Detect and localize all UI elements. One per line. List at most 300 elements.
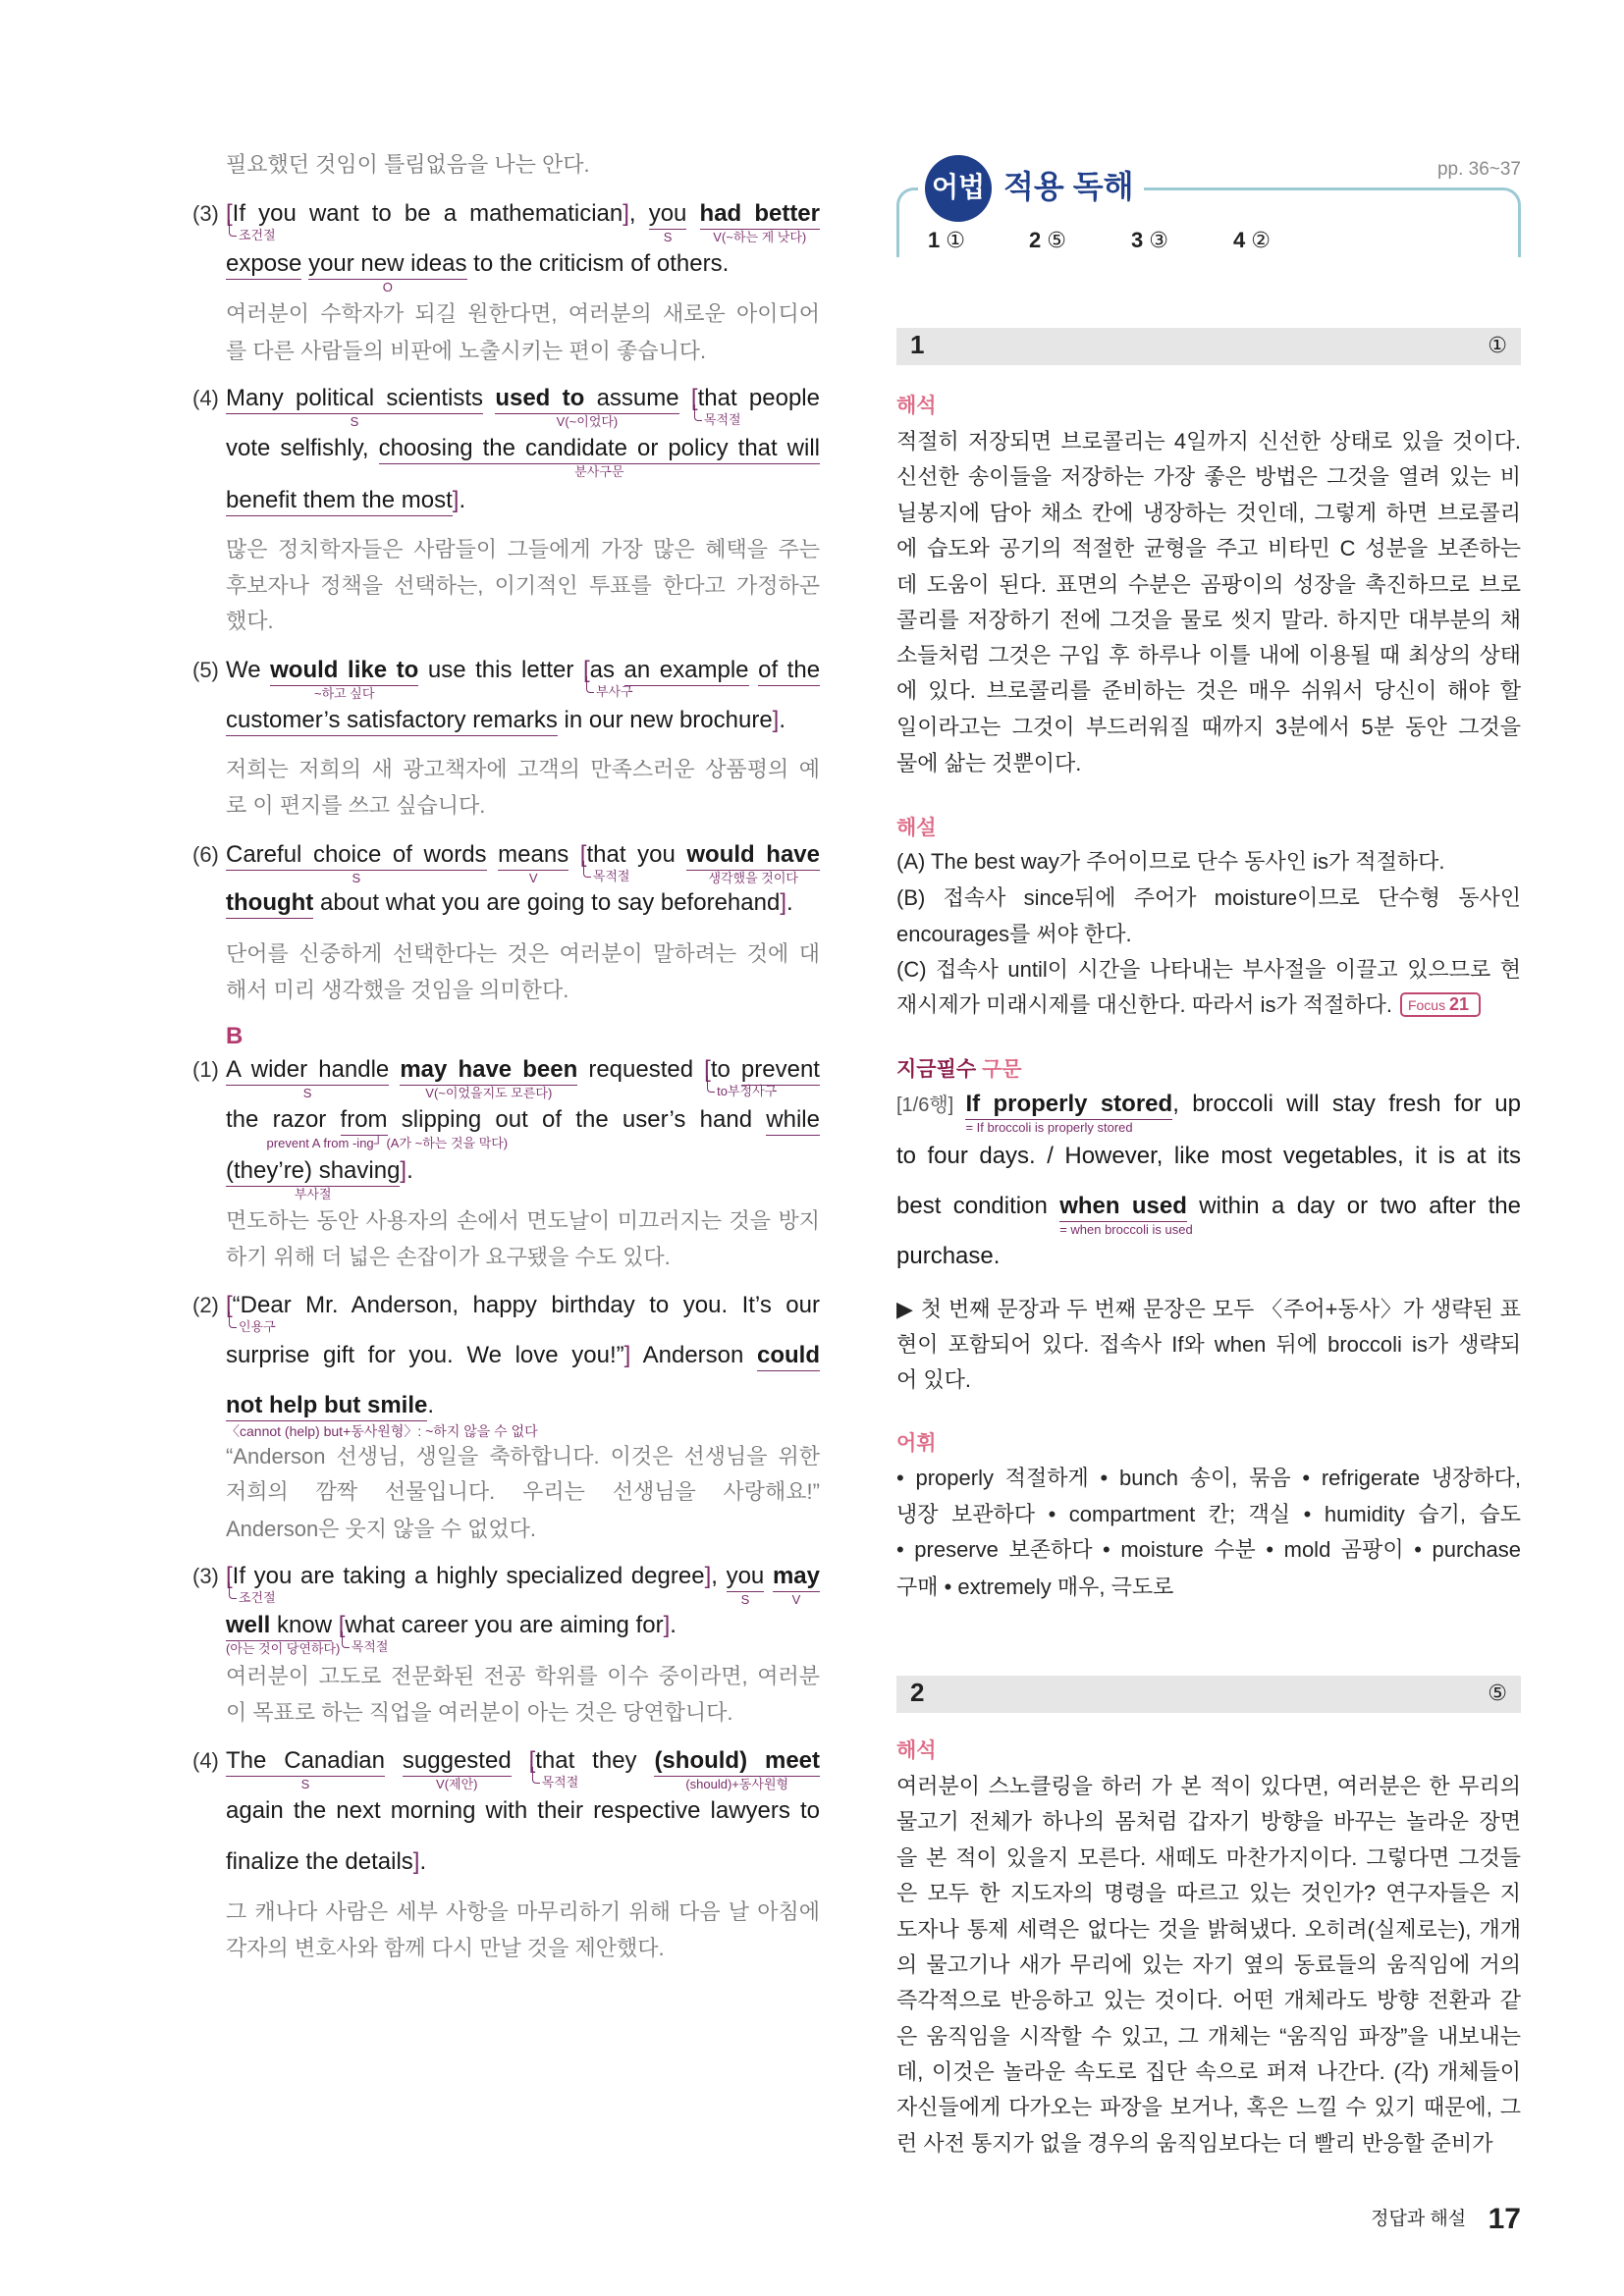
grammar-annotation: 생각했을 것이다 xyxy=(708,871,798,885)
answer-item xyxy=(928,226,965,255)
phrase-text: Many political scientists xyxy=(226,385,484,411)
phrase-text: ] xyxy=(704,1563,712,1589)
phrase-text: If properly stored xyxy=(965,1091,1173,1117)
phrase-text: [ xyxy=(338,1612,346,1638)
grammar-annotation: S xyxy=(302,1086,312,1100)
item-number: (4) xyxy=(192,1748,219,1773)
sentence-line xyxy=(896,1191,1521,1237)
phrase xyxy=(226,1848,413,1875)
phrase-text: [ xyxy=(528,1747,536,1774)
underlined-phrase xyxy=(766,1106,820,1136)
footer-label: 정답과 해설 xyxy=(1371,2209,1467,2229)
line-text: (C) 접속사 until이 시간을 나타내는 부사절을 이끌고 있으므로 현 xyxy=(896,957,1521,982)
phrase-text: know xyxy=(270,1612,333,1638)
line-text: 에 습도와 공기의 적절한 균형을 주고 비타민 C 성분을 보존하는 xyxy=(896,536,1521,561)
translation-line xyxy=(226,1896,820,1928)
line-text: 닐봉지에 담아 채소 칸에 냉장하는 것인데, 그렇게 하면 브로콜리 xyxy=(896,501,1521,525)
phrase xyxy=(698,385,820,411)
line-text: 저희는 저희의 새 광고책자에 고객의 만족스러운 상품평의 예 xyxy=(226,757,820,781)
translation-line xyxy=(226,1697,820,1729)
line-text: B xyxy=(226,1023,244,1049)
translation-line xyxy=(896,1842,1521,1874)
page-range: pp. 36~37 xyxy=(1436,159,1521,180)
translation-line xyxy=(226,1661,820,1692)
phrase-text: Anderson xyxy=(630,1342,757,1368)
underlined-phrase xyxy=(654,1747,820,1791)
clause-bracket xyxy=(704,1056,778,1098)
phrase-text: finalize the details xyxy=(226,1848,413,1875)
line-text: 면도하는 동안 사용자의 손에서 면도날이 미끄러지는 것을 방지 xyxy=(226,1208,820,1233)
phrase-text: your new ideas xyxy=(308,250,467,277)
answer-number: 1 xyxy=(928,228,941,252)
underlined-phrase xyxy=(226,707,558,736)
grammar-annotation: ~하고 싶다 xyxy=(313,686,375,701)
phrase-text: . xyxy=(406,1157,413,1184)
grammar-annotation: V xyxy=(791,1592,801,1607)
phrase-text xyxy=(332,1612,339,1638)
translation-line xyxy=(896,1771,1521,1802)
phrase-text xyxy=(568,841,580,868)
grammar-annotation: = If broccoli is properly stored xyxy=(965,1120,1133,1135)
answer-choice: ③ xyxy=(1149,228,1168,252)
phrase-text: choosing the candidate or policy that will xyxy=(378,435,820,461)
phrase-text: ] xyxy=(780,889,786,916)
grammar-annotation: 목적절 xyxy=(342,1639,389,1655)
phrase xyxy=(896,1143,1521,1169)
sentence-line xyxy=(226,1846,820,1878)
phrase-text: [ xyxy=(704,1056,711,1083)
phrase-text: [ xyxy=(690,385,698,411)
phrase xyxy=(896,1243,1000,1269)
sentence-line xyxy=(192,198,820,244)
translation-line xyxy=(896,2128,1521,2160)
underlined-phrase xyxy=(226,1157,401,1201)
translation-line xyxy=(896,1985,1521,2016)
answer-choice: ② xyxy=(1251,228,1271,252)
line-text: 어휘 xyxy=(896,1432,937,1455)
sentence-line xyxy=(226,705,820,736)
phrase-text: you xyxy=(648,200,687,227)
phrase xyxy=(427,1392,434,1418)
phrase-text: (they’re) shaving xyxy=(226,1157,401,1184)
translation-line xyxy=(896,712,1521,743)
phrase xyxy=(226,657,270,683)
phrase xyxy=(711,1056,741,1083)
answer-item xyxy=(1131,226,1168,255)
phrase-text: , xyxy=(711,1563,727,1589)
item-number: (5) xyxy=(192,658,219,682)
phrase-text: to the criticism of others. xyxy=(466,250,730,277)
phrase-text: had better xyxy=(699,200,820,227)
phrase-text: , broccoli will stay fresh for up xyxy=(1172,1091,1521,1117)
answer-choice: ① xyxy=(946,228,965,252)
phrase xyxy=(419,1848,426,1875)
translation-line xyxy=(896,919,1521,950)
phrase-text: Careful choice of words xyxy=(226,841,487,868)
grammar-annotation: S xyxy=(663,230,673,244)
line-text: 을 본 적이 있을지 모른다. 새떼도 마찬가지이다. 그렇다면 그것들 xyxy=(896,1845,1521,1870)
phrase xyxy=(233,1563,705,1589)
phrase-text: ] xyxy=(400,1157,407,1184)
phrase-text: . xyxy=(427,1392,435,1418)
underlined-phrase xyxy=(757,1342,820,1371)
translation-line xyxy=(226,938,820,970)
sentence-line xyxy=(192,1290,820,1334)
line-text: 은 모두 한 지도자의 명령을 따르고 있는 것인가? 연구자들은 지 xyxy=(896,1881,1521,1905)
phrase-text: (should) meet xyxy=(654,1747,820,1774)
phrase-text: may xyxy=(772,1563,820,1589)
sentence-line xyxy=(192,1745,820,1791)
line-text: 각자의 변호사와 함께 다시 만날 것을 제안했다. xyxy=(226,1936,665,1960)
grammar-annotation: 목적절 xyxy=(583,869,630,884)
grammar-annotation: 조건절 xyxy=(229,228,276,243)
translation-line xyxy=(226,1205,820,1237)
line-text: encourages를 써야 한다. xyxy=(896,922,1132,946)
subsection-label xyxy=(896,813,1521,844)
underlined-phrase xyxy=(495,385,679,429)
phrase-text: [ xyxy=(579,841,587,868)
phrase-text: again the next morning with their respective lawyers to xyxy=(226,1797,820,1824)
sentence-line xyxy=(896,1241,1521,1272)
phrase-text: [ xyxy=(226,1292,233,1318)
vocabulary-line xyxy=(896,1572,1521,1603)
phrase-text: slipping out of the user’s hand xyxy=(387,1106,767,1133)
phrase xyxy=(332,1612,339,1638)
phrase-text: in our new brochure xyxy=(557,707,773,733)
phrase xyxy=(226,1797,820,1824)
phrase xyxy=(467,250,730,277)
underlined-phrase xyxy=(226,487,453,516)
line-text: 즉각적으로 반응하고 있는 것이다. 어떤 개체라도 방향 전환과 같 xyxy=(896,1988,1521,2012)
phrase-text: benefit them the most xyxy=(226,487,453,513)
underlined-phrase xyxy=(226,1747,385,1791)
line-text: 해석 xyxy=(896,395,937,417)
line-text: • properly 적절하게 • bunch 송이, 묶음 • refrigerate 냉장하다, xyxy=(896,1466,1521,1490)
phrase-text: while xyxy=(766,1106,820,1133)
phrase-text: would like to xyxy=(270,657,419,683)
phrase xyxy=(590,657,624,683)
phrase-text: to xyxy=(710,1056,741,1083)
phrase xyxy=(388,1106,767,1133)
grammar-annotation: prevent A from -ing┘ (A가 ~하는 것을 막다) xyxy=(266,1136,509,1150)
phrase-text: when used xyxy=(1059,1193,1187,1219)
phrase-text: about what you are going to say beforehand xyxy=(313,889,781,916)
translation-line xyxy=(226,754,820,785)
line-text: 여러분이 수학자가 되길 원한다면, 여러분의 새로운 아이디어 xyxy=(226,301,820,326)
line-text: 여러분이 고도로 전문화된 전공 학위를 이수 중이라면, 여러분 xyxy=(226,1664,820,1688)
translation-line xyxy=(896,461,1521,493)
phrase-text: [ xyxy=(582,657,590,683)
underlined-phrase xyxy=(699,200,820,244)
phrase-text: . xyxy=(779,707,786,733)
translation-line xyxy=(896,2092,1521,2123)
grammar-annotation: 목적절 xyxy=(532,1775,579,1790)
phrase-text: ] xyxy=(412,1848,420,1875)
underlined-phrase xyxy=(226,1056,390,1100)
phrase-text: the razor xyxy=(226,1106,341,1133)
translation-line xyxy=(896,882,1521,914)
phrase xyxy=(749,657,759,683)
sentence-line xyxy=(226,1340,820,1371)
phrase-text: from xyxy=(340,1106,388,1133)
line-text: 물에 삶는 것뿐이다. xyxy=(896,751,1082,775)
item-number: (3) xyxy=(192,201,219,226)
phrase xyxy=(385,1747,403,1774)
phrase-text xyxy=(764,1563,773,1589)
bold-phrase: used to xyxy=(495,385,597,411)
line-text: 필요했던 것임이 틀림없음을 나는 안다. xyxy=(226,152,590,177)
underlined-phrase xyxy=(226,889,313,919)
translation-line xyxy=(896,748,1521,779)
phrase-text: ] xyxy=(623,200,629,227)
phrase xyxy=(586,841,686,868)
grammar-annotation: to부정사구 xyxy=(707,1084,777,1099)
page-number: 17 xyxy=(1488,2203,1521,2235)
line-text: 의 물고기나 새가 무리에 있는 자기 옆의 동료들의 움직임에 거의 xyxy=(896,1952,1521,1977)
line-text: 그 캐나다 사람은 세부 사항을 마무리하기 위해 다음 날 아침에 xyxy=(226,1899,820,1924)
phrase xyxy=(786,889,793,916)
phrase xyxy=(577,1056,704,1083)
underlined-phrase xyxy=(772,1563,820,1607)
translation-line xyxy=(896,1878,1521,1909)
grammar-annotation: 부사절 xyxy=(294,1187,332,1201)
line-text: 해석 xyxy=(896,1739,937,1762)
phrase-text xyxy=(385,1747,403,1774)
underlined-phrase xyxy=(686,841,821,885)
question-header-1 xyxy=(896,328,1521,365)
line-text: 자신들에게 다가오는 파장을 보거나, 혹은 느낄 수 있기 때문에, 그 xyxy=(896,2095,1521,2119)
grammar-annotation: S xyxy=(352,871,361,885)
phrase-text: an example xyxy=(623,657,749,683)
phrase xyxy=(459,487,465,513)
phrase-text: that people xyxy=(697,385,820,411)
subsection-label xyxy=(896,1428,1521,1460)
translation-line xyxy=(896,1294,1521,1325)
phrase xyxy=(1172,1091,1521,1117)
translation-line xyxy=(226,149,820,181)
phrase xyxy=(630,1342,757,1368)
underlined-phrase xyxy=(498,841,569,885)
translation-line xyxy=(226,975,820,1006)
underlined-phrase xyxy=(965,1091,1173,1135)
question-answer: ① xyxy=(1488,333,1507,357)
underlined-phrase xyxy=(400,1056,578,1100)
line-text: 에 있다. 브로콜리를 준비하는 것은 매우 쉬워서 당신이 해야 할 xyxy=(896,678,1521,703)
phrase-text: assume xyxy=(596,385,679,411)
phrase-text: expose xyxy=(226,250,302,277)
question-answer: ⑤ xyxy=(1488,1681,1507,1705)
grammar-annotation: 조건절 xyxy=(229,1590,276,1606)
answer-item xyxy=(1233,226,1271,255)
line-text: 〈cannot (help) but+동사원형〉: ~하지 않을 수 없다 xyxy=(226,1423,538,1439)
grammar-note xyxy=(226,1421,820,1441)
phrase-text: , xyxy=(628,200,649,227)
line-text: 로 이 편지를 쓰고 싶습니다. xyxy=(226,793,486,818)
underlined-phrase xyxy=(226,250,301,280)
phrase xyxy=(629,200,649,227)
line-text: 데, 이것은 놀라운 속도로 집단 속으로 퍼져 나간다. (각) 개체들이 xyxy=(896,2059,1521,2084)
subsection-label xyxy=(896,1054,1521,1086)
phrase xyxy=(558,707,773,733)
line-text: 저희의 깜짝 선물입니다. 우리는 선생님을 사랑해요!” xyxy=(226,1479,820,1504)
line-text: Anderson은 웃지 않을 수 없었다. xyxy=(226,1517,537,1541)
phrase-text: . xyxy=(670,1612,677,1638)
sentence-line xyxy=(192,1054,820,1100)
phrase-text: not help but smile xyxy=(226,1392,428,1418)
phrase xyxy=(226,435,379,461)
phrase-text: requested xyxy=(577,1056,705,1083)
phrase xyxy=(568,841,580,868)
translation-line xyxy=(896,2056,1521,2088)
translation-line xyxy=(896,1329,1521,1361)
translation-line xyxy=(896,533,1521,564)
grammar-annotation: 인용구 xyxy=(229,1319,276,1335)
phrase xyxy=(535,1747,654,1774)
translation-line xyxy=(896,640,1521,671)
phrase-text xyxy=(686,200,699,227)
line-text: 물고기 전체가 하나의 몸처럼 갑자기 방향을 바꾸는 놀라운 장면 xyxy=(896,1809,1521,1834)
translation-line xyxy=(896,1949,1521,1981)
translation-line xyxy=(896,989,1521,1021)
underlined-phrase xyxy=(402,1747,512,1791)
sentence-line xyxy=(896,1089,1521,1135)
phrase-text: of the xyxy=(758,657,821,683)
translation-line xyxy=(896,954,1521,986)
line-text: 를 다른 사람들의 비판에 노출시키는 편이 좋습니다. xyxy=(226,339,707,363)
translation-line xyxy=(896,675,1521,707)
phrase xyxy=(764,1563,773,1589)
item-number: (2) xyxy=(192,1293,219,1317)
underlined-phrase xyxy=(648,200,687,244)
phrase xyxy=(686,200,699,227)
phrase-title-main: 지금필수 xyxy=(896,1058,977,1081)
translation-line xyxy=(896,426,1521,457)
vocabulary-line xyxy=(896,1499,1521,1530)
phrase-text xyxy=(389,1056,400,1083)
phrase-text: A wider handle xyxy=(226,1056,390,1083)
phrase-text: . xyxy=(419,1848,427,1875)
item-number: (1) xyxy=(192,1057,219,1082)
phrase-text: that you xyxy=(586,841,687,868)
sentence-line xyxy=(226,1104,820,1150)
line-text: 단어를 신중하게 선택한다는 것은 여러분이 말하려는 것에 대 xyxy=(226,941,820,966)
subsection-label xyxy=(896,391,1521,422)
sentence-line xyxy=(192,655,821,701)
phrase xyxy=(779,707,785,733)
phrase-text: ] xyxy=(772,707,780,733)
translation-line xyxy=(226,336,820,367)
grammar-annotation: V(제안) xyxy=(436,1777,478,1791)
phrase-text: within a day or two after the xyxy=(1186,1193,1521,1219)
sentence-line xyxy=(226,1610,820,1656)
line-text: 런 사전 통지가 없을 경우의 움직임보다는 더 빨리 반응할 준비가 xyxy=(896,2131,1493,2156)
grammar-annotation: 분사구문 xyxy=(574,464,624,479)
line-text: 해서 미리 생각했을 것임을 의미한다. xyxy=(226,978,569,1002)
phrase-text xyxy=(749,657,759,683)
phrase-text: use this letter xyxy=(418,657,583,683)
phrase xyxy=(896,1193,1059,1219)
sentence-line xyxy=(226,1390,820,1421)
phrase xyxy=(679,385,691,411)
phrase xyxy=(226,1106,341,1133)
line-text: “Anderson 선생님, 생일을 축하합니다. 이것은 선생님을 위한 xyxy=(226,1444,820,1468)
phrase-text xyxy=(679,385,691,411)
translation-line xyxy=(226,298,820,330)
phrase-text: customer’s satisfactory remarks xyxy=(226,707,558,733)
grammar-annotation: V(~이었다) xyxy=(556,414,619,429)
phrase-text: could xyxy=(757,1342,820,1368)
line-text: 냉장 보관하다 • compartment 칸; 객실 • humidity 습기, 습도 xyxy=(896,1502,1521,1526)
section-title: 적용 독해 xyxy=(1003,169,1134,204)
line-text: 하기 위해 더 넓은 손잡이가 요구됐을 수도 있다. xyxy=(226,1245,671,1269)
answer-choice: ⑤ xyxy=(1047,228,1066,252)
grammar-annotation: V(~이었을지도 모른다) xyxy=(425,1086,553,1100)
underlined-phrase xyxy=(378,435,820,479)
grammar-annotation: (should)+동사원형 xyxy=(685,1777,789,1791)
vocabulary-line xyxy=(896,1534,1521,1566)
phrase-text: may have been xyxy=(400,1056,578,1083)
item-number: (6) xyxy=(192,842,219,867)
phrase-text: purchase. xyxy=(896,1243,1001,1269)
underlined-phrase xyxy=(226,1612,341,1656)
phrase xyxy=(313,889,780,916)
focus-label: Focus xyxy=(1407,997,1446,1013)
translation-line xyxy=(896,1364,1521,1396)
translation-line xyxy=(226,1933,820,1964)
phrase xyxy=(670,1612,677,1638)
phrase xyxy=(233,200,623,227)
line-text: 여러분이 스노클링을 하러 가 본 적이 있다면, 여러분은 한 무리의 xyxy=(896,1774,1521,1798)
phrase-text xyxy=(487,841,499,868)
phrase-text: We xyxy=(226,657,271,683)
phrase xyxy=(1187,1193,1521,1219)
line-text: 이 목표로 하는 직업을 여러분이 아는 것은 당연합니다. xyxy=(226,1700,733,1725)
grammar-annotation: S xyxy=(350,414,359,429)
phrase-text: If you are taking a highly specialized degree xyxy=(232,1563,705,1589)
phrase-text xyxy=(483,385,495,411)
line-text: 도자나 통제 세력은 없다는 것을 밝혀냈다. 오히려(실제로는), 개개 xyxy=(896,1917,1521,1942)
phrase-text: as xyxy=(589,657,624,683)
phrase-text: If you want to be a mathematician xyxy=(232,200,623,227)
phrase-text: The Canadian xyxy=(226,1747,385,1774)
phrase-text: surprise gift for you. We love you!” xyxy=(226,1342,624,1368)
phrase-text: [1/6행] xyxy=(896,1095,966,1116)
clause-bracket xyxy=(780,889,786,916)
phrase xyxy=(512,1747,529,1774)
phrase-text: “Dear Mr. Anderson, happy birthday to you. It’s our xyxy=(232,1292,820,1318)
line-text: • preserve 보존하다 • moisture 수분 • mold 곰팡이 • purchase xyxy=(896,1537,1521,1562)
translation-line xyxy=(896,498,1521,529)
underlined-phrase xyxy=(226,1392,427,1421)
sentence-line xyxy=(226,1155,820,1201)
grammar-annotation: 부사구 xyxy=(586,684,633,700)
phrase-title-sub: 구문 xyxy=(982,1058,1022,1081)
item-number: (4) xyxy=(192,386,219,410)
phrase-text: . xyxy=(459,487,466,513)
answer-number: 4 xyxy=(1233,228,1246,252)
translation-line xyxy=(226,606,820,637)
phrase-text: [ xyxy=(226,200,233,227)
line-text: 은 움직임을 시작할 수 있고, 그 개체는 “움직임 파장”을 내보내는 xyxy=(896,2024,1521,2049)
section-badge: 어법 xyxy=(925,155,992,222)
question-number: 2 xyxy=(910,1678,925,1707)
phrase-text: that they xyxy=(535,1747,655,1774)
page-footer xyxy=(1371,2203,1521,2236)
clause-bracket xyxy=(690,385,741,427)
phrase-text: vote selfishly, xyxy=(226,435,379,461)
translation-line xyxy=(226,790,820,822)
translation-line xyxy=(896,605,1521,636)
